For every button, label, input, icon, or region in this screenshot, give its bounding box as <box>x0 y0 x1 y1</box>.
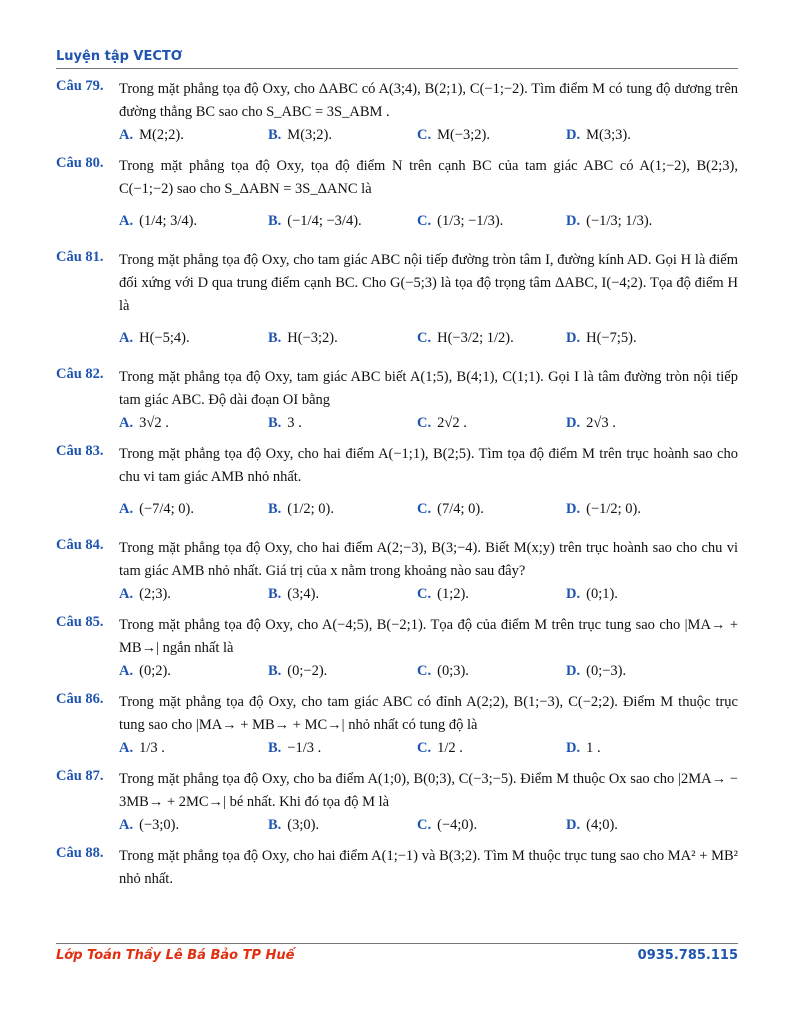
header-title: Luyện tập VECTƠ <box>56 49 183 64</box>
option-label: C. <box>417 740 432 756</box>
option-label: D. <box>566 740 581 756</box>
header-divider <box>56 68 738 69</box>
option-text: (0;−3). <box>586 663 627 679</box>
answer-option[interactable] <box>417 412 566 435</box>
question-number: Câu 83. <box>56 443 104 459</box>
option-text: H(−3/2; 1/2). <box>437 329 514 346</box>
answer-option[interactable] <box>417 489 566 529</box>
option-label: A. <box>119 329 134 346</box>
question-text: Trong mặt phẳng tọa độ Oxy, tọa độ điểm N trên cạnh BC của tam giác ABC có A(1;−2), B(2;3), C(−1;−2) sao cho S_ΔABN = 3S_ΔANC là <box>119 158 738 197</box>
option-text: (0;2). <box>139 663 171 679</box>
answer-option[interactable] <box>566 412 715 435</box>
question <box>56 366 738 435</box>
answer-options <box>119 318 738 358</box>
option-label: B. <box>268 212 282 229</box>
question <box>56 537 738 606</box>
option-text: 3√2 . <box>139 415 169 431</box>
option-text: 1 . <box>586 740 601 756</box>
answer-option[interactable] <box>417 318 566 358</box>
answer-option[interactable] <box>566 124 715 147</box>
option-text: (0;−2). <box>287 663 328 679</box>
option-label: B. <box>268 329 282 346</box>
answer-option[interactable] <box>268 318 417 358</box>
question <box>56 845 738 891</box>
answer-option[interactable] <box>119 737 268 760</box>
question-text: Trong mặt phẳng tọa độ Oxy, cho hai điểm A(1;−1) và B(3;2). Tìm M thuộc trục tung sao cho MA² + MB² nhỏ nhất. <box>119 848 738 887</box>
option-text: (0;1). <box>586 586 618 602</box>
option-label: D. <box>566 329 581 346</box>
option-text: H(−3;2). <box>287 329 338 346</box>
option-label: C. <box>417 212 432 229</box>
footer-phone: 0935.785.115 <box>637 948 738 963</box>
option-text: (1/3; −1/3). <box>437 212 504 229</box>
option-text: (7/4; 0). <box>437 500 484 517</box>
question-text: Trong mặt phẳng tọa độ Oxy, tam giác ABC biết A(1;5), B(4;1), C(1;1). Gọi I là tâm đường tròn nội tiếp tam giác ABC. Độ dài đoạn OI bằng <box>119 369 738 408</box>
answer-option[interactable] <box>119 814 268 837</box>
option-label: A. <box>119 212 134 229</box>
answer-options <box>119 660 738 683</box>
question-text: Trong mặt phẳng tọa độ Oxy, cho tam giác ABC có đỉnh A(2;2), B(1;−3), C(−2;2). Điểm M thuộc trục tung sao cho |MA→ + MB→ + MC→| nhỏ nhất có tung độ là <box>119 694 738 733</box>
option-text: (−1/2; 0). <box>586 500 642 517</box>
option-label: C. <box>417 329 432 346</box>
option-text: −1/3 . <box>287 740 322 756</box>
option-label: B. <box>268 740 282 756</box>
question-number: Câu 80. <box>56 155 104 171</box>
option-label: B. <box>268 127 282 143</box>
option-label: C. <box>417 663 432 679</box>
question <box>56 78 738 147</box>
option-label: A. <box>119 817 134 833</box>
question <box>56 155 738 241</box>
answer-option[interactable] <box>268 814 417 837</box>
option-text: 3 . <box>287 415 302 431</box>
option-text: 1/2 . <box>437 740 463 756</box>
question-number: Câu 86. <box>56 691 104 707</box>
question-text: Trong mặt phẳng tọa độ Oxy, cho ba điểm A(1;0), B(0;3), C(−3;−5). Điểm M thuộc Ox sao cho |2MA→ − 3MB→ + 2MC→| bé nhất. Khi đó tọa độ M là <box>119 771 738 810</box>
answer-options <box>119 737 738 760</box>
answer-option[interactable] <box>119 412 268 435</box>
option-label: C. <box>417 415 432 431</box>
question <box>56 691 738 760</box>
answer-option[interactable] <box>417 124 566 147</box>
answer-option[interactable] <box>566 489 715 529</box>
answer-option[interactable] <box>119 583 268 606</box>
option-label: B. <box>268 663 282 679</box>
option-text: (1/4; 3/4). <box>139 212 198 229</box>
answer-option[interactable] <box>119 489 268 529</box>
answer-option[interactable] <box>417 201 566 241</box>
answer-option[interactable] <box>119 318 268 358</box>
question-text: Trong mặt phẳng tọa độ Oxy, cho A(−4;5), B(−2;1). Tọa độ của điểm M trên trục tung sao cho |MA→ + MB→| ngắn nhất là <box>119 617 738 656</box>
option-text: (−1/3; 1/3). <box>586 212 653 229</box>
answer-option[interactable] <box>268 412 417 435</box>
option-label: B. <box>268 586 282 602</box>
option-text: (0;3). <box>437 663 469 679</box>
answer-option[interactable] <box>268 124 417 147</box>
question-number: Câu 79. <box>56 78 104 94</box>
answer-option[interactable] <box>268 583 417 606</box>
answer-option[interactable] <box>566 814 715 837</box>
option-label: B. <box>268 817 282 833</box>
option-text: (3;4). <box>287 586 320 602</box>
option-text: (1/2; 0). <box>287 500 335 517</box>
option-label: B. <box>268 500 282 517</box>
answer-options <box>119 814 738 837</box>
option-text: (−7/4; 0). <box>139 500 195 517</box>
option-text: (2;3). <box>139 586 171 602</box>
question <box>56 443 738 529</box>
option-label: C. <box>417 127 432 143</box>
question-number: Câu 81. <box>56 249 104 265</box>
answer-option[interactable] <box>566 660 715 683</box>
question-text: Trong mặt phẳng tọa độ Oxy, cho ΔABC có A(3;4), B(2;1), C(−1;−2). Tìm điểm M có tung độ dương trên đường thẳng BC sao cho S_ABC = 3S_ABM . <box>119 81 738 120</box>
question <box>56 768 738 837</box>
option-label: D. <box>566 127 581 143</box>
answer-option[interactable] <box>119 124 268 147</box>
option-text: (−3;0). <box>139 817 180 833</box>
question-text: Trong mặt phẳng tọa độ Oxy, cho hai điểm A(−1;1), B(2;5). Tìm tọa độ điểm M trên trục hoành sao cho chu vi tam giác AMB nhỏ nhất. <box>119 446 738 485</box>
footer-divider <box>56 943 738 944</box>
option-label: A. <box>119 740 134 756</box>
answer-option[interactable] <box>566 318 715 358</box>
option-text: (−1/4; −3/4). <box>287 212 362 229</box>
option-text: M(2;2). <box>139 127 184 143</box>
option-label: A. <box>119 127 134 143</box>
option-label: A. <box>119 500 134 517</box>
answer-option[interactable] <box>417 583 566 606</box>
option-label: B. <box>268 415 282 431</box>
answer-option[interactable] <box>268 489 417 529</box>
answer-option[interactable] <box>566 201 715 241</box>
option-label: C. <box>417 586 432 602</box>
option-text: H(−5;4). <box>139 329 190 346</box>
option-label: C. <box>417 817 432 833</box>
option-label: A. <box>119 663 134 679</box>
option-label: A. <box>119 586 134 602</box>
question-text: Trong mặt phẳng tọa độ Oxy, cho hai điểm A(2;−3), B(3;−4). Biết M(x;y) trên trục hoành sao cho chu vi tam giác AMB nhỏ nhất. Giá trị của x nằm trong khoảng nào sau đây? <box>119 540 738 579</box>
question-text: Trong mặt phẳng tọa độ Oxy, cho tam giác ABC nội tiếp đường tròn tâm I, đường kính AD. Gọi H là điểm đối xứng với D qua trung điểm cạnh BC. Cho G(−5;3) là tọa độ trọng tâm ΔABC, I(−4;2). Tọa độ điểm H là <box>119 252 738 314</box>
question-number: Câu 82. <box>56 366 104 382</box>
option-label: D. <box>566 817 581 833</box>
answer-option[interactable] <box>268 737 417 760</box>
option-text: (4;0). <box>586 817 618 833</box>
question-list <box>56 78 738 899</box>
option-label: D. <box>566 586 581 602</box>
option-text: 2√3 . <box>586 415 616 431</box>
answer-option[interactable] <box>268 660 417 683</box>
question <box>56 614 738 683</box>
option-text: (−4;0). <box>437 817 478 833</box>
option-text: (1;2). <box>437 586 469 602</box>
answer-option[interactable] <box>417 660 566 683</box>
answer-options <box>119 489 738 529</box>
option-text: M(3;3). <box>586 127 631 143</box>
option-label: D. <box>566 415 581 431</box>
question-number: Câu 88. <box>56 845 104 861</box>
answer-option[interactable] <box>119 660 268 683</box>
answer-option[interactable] <box>566 737 715 760</box>
answer-options <box>119 201 738 241</box>
question-number: Câu 84. <box>56 537 104 553</box>
answer-option[interactable] <box>417 737 566 760</box>
page-header <box>56 47 738 65</box>
footer-teacher-name: Lớp Toán Thầy Lê Bá Bảo TP Huế <box>56 948 295 963</box>
option-text: (3;0). <box>287 817 320 833</box>
question-number: Câu 87. <box>56 768 104 784</box>
answer-option[interactable] <box>566 583 715 606</box>
option-text: M(3;2). <box>287 127 333 143</box>
option-text: M(−3;2). <box>437 127 490 143</box>
answer-option[interactable] <box>119 201 268 241</box>
option-label: A. <box>119 415 134 431</box>
answer-options <box>119 124 738 147</box>
answer-options <box>119 412 738 435</box>
option-label: C. <box>417 500 432 517</box>
option-label: D. <box>566 500 581 517</box>
option-label: D. <box>566 663 581 679</box>
option-text: 2√2 . <box>437 415 467 431</box>
option-text: H(−7;5). <box>586 329 637 346</box>
option-text: 1/3 . <box>139 740 165 756</box>
question <box>56 249 738 358</box>
answer-option[interactable] <box>417 814 566 837</box>
answer-option[interactable] <box>268 201 417 241</box>
answer-options <box>119 583 738 606</box>
option-label: D. <box>566 212 581 229</box>
question-number: Câu 85. <box>56 614 104 630</box>
